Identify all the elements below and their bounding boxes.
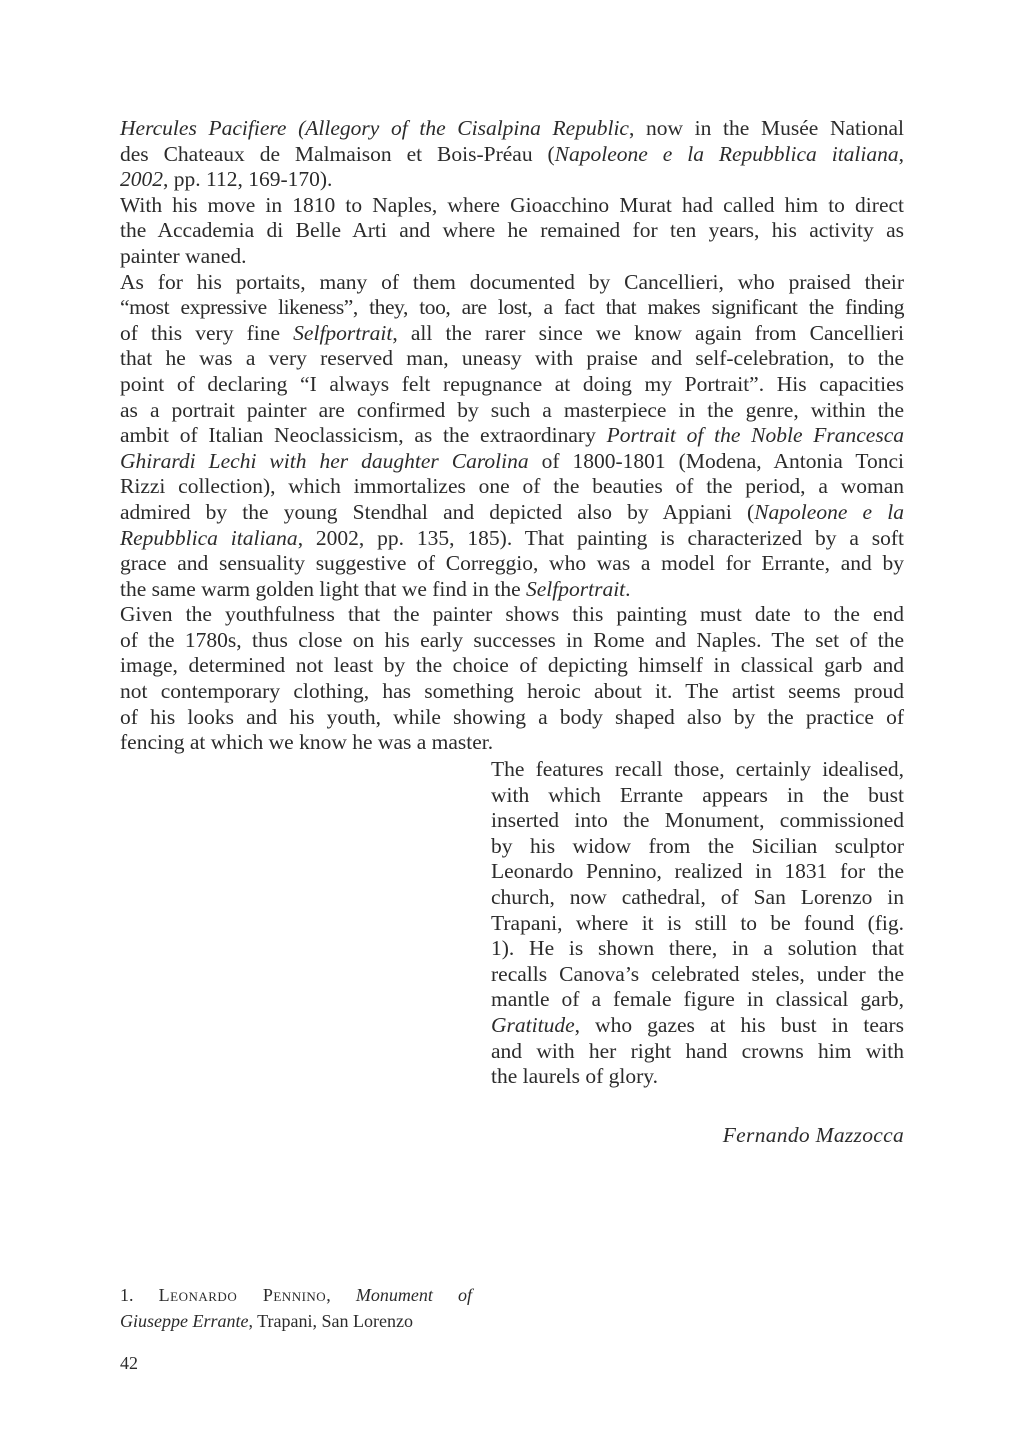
text-line: fencing at which we know he was a master. bbox=[120, 730, 494, 755]
text-line: of his looks and his youth, while showing a body shaped also by the practice of bbox=[120, 704, 904, 729]
text-span: , bbox=[898, 141, 904, 166]
text-line bbox=[120, 116, 904, 142]
text-line: the Accademia di Belle Arti and where he remained for ten years, his activity as bbox=[120, 218, 904, 243]
text-span: admired by the young Stendhal and depicted also by Appiani ( bbox=[120, 499, 755, 524]
text-line bbox=[120, 142, 904, 168]
page-number: 42 bbox=[120, 1353, 138, 1373]
paragraph-3 bbox=[120, 270, 904, 603]
italic-title: Repubblica italiana bbox=[120, 525, 298, 550]
text-line bbox=[120, 423, 904, 449]
text-line bbox=[120, 321, 904, 347]
paragraph-1 bbox=[120, 116, 904, 193]
text-line: that he was a very reserved man, uneasy with praise and self-celebration, to the bbox=[120, 346, 904, 371]
text-line: recalls Canova’s celebrated steles, under the bbox=[491, 961, 904, 986]
caption-title: Giuseppe Errante bbox=[120, 1310, 249, 1331]
text-line bbox=[120, 526, 904, 552]
text-span: , now in the Musée National bbox=[628, 116, 904, 140]
text-line: painter waned. bbox=[120, 243, 247, 268]
text-line bbox=[120, 449, 904, 475]
figure-placeholder bbox=[120, 760, 460, 1260]
text-span: , pp. 112, 169-170). bbox=[163, 167, 333, 192]
paragraph-2 bbox=[120, 193, 904, 270]
text-line: Given the youthfulness that the painter shows this painting must date to the end bbox=[120, 602, 904, 627]
text-line bbox=[120, 500, 904, 526]
text-span: of 1800-1801 (Modena, Antonia Tonci bbox=[528, 448, 904, 473]
caption-author: Leonardo Pennino bbox=[158, 1285, 327, 1305]
text-line: grace and sensuality suggestive of Correggio, who was a model for Errante, and by bbox=[120, 551, 904, 576]
text-line: image, determined not least by the choice of depicting himself in classical garb and bbox=[120, 653, 904, 678]
text-line: mantle of a female figure in classical garb, bbox=[491, 987, 904, 1012]
italic-title: Selfportrait bbox=[293, 320, 393, 345]
text-line: with which Errante appears in the bust bbox=[491, 782, 904, 807]
text-line: the laurels of glory. bbox=[491, 1064, 658, 1089]
paragraph-5 bbox=[491, 757, 904, 1090]
text-span: . bbox=[625, 576, 631, 601]
main-text-column bbox=[120, 116, 904, 756]
italic-title: Gratitude bbox=[491, 1012, 575, 1037]
text-line: “most expressive likeness”, they, too, are lost, a fact that makes significant the finding bbox=[120, 295, 904, 320]
caption-title: Monument of bbox=[355, 1285, 472, 1305]
text-line bbox=[120, 167, 904, 193]
text-line: Leonardo Pennino, realized in 1831 for the bbox=[491, 859, 904, 884]
text-line: of the 1780s, thus close on his early successes in Rome and Naples. The set of the bbox=[120, 627, 904, 652]
caption-line bbox=[120, 1309, 472, 1335]
italic-title: Napoleone e la bbox=[754, 499, 904, 524]
text-line: With his move in 1810 to Naples, where Gioacchino Murat had called him to direct bbox=[120, 192, 904, 217]
text-line: inserted into the Monument, commissioned bbox=[491, 808, 904, 833]
text-line: church, now cathedral, of San Lorenzo in bbox=[491, 884, 904, 909]
italic-title: Portrait of the Noble Francesca bbox=[606, 423, 904, 448]
text-line: Rizzi collection), which immortalizes one of the beauties of the period, a woman bbox=[120, 474, 904, 499]
figure-caption bbox=[120, 1283, 472, 1334]
caption-location: , Trapani, San Lorenzo bbox=[248, 1310, 413, 1331]
text-line: and with her right hand crowns him with bbox=[491, 1038, 904, 1063]
text-line: point of declaring “I always felt repugnance at doing my Portrait”. His capacities bbox=[120, 371, 904, 396]
paragraph-4 bbox=[120, 602, 904, 756]
text-line: 1). He is shown there, in a solution that bbox=[491, 936, 904, 961]
text-span: ambit of Italian Neoclassicism, as the extraordinary bbox=[120, 423, 607, 448]
text-line: The features recall those, certainly idealised, bbox=[491, 757, 904, 781]
text-span: of this very fine bbox=[120, 320, 294, 345]
text-span: , all the rarer since we know again from Cancellieri bbox=[392, 320, 904, 345]
italic-title: Hercules Pacifiere (Allegory of the Cisalpina Republic bbox=[120, 116, 629, 140]
text-line: by his widow from the Sicilian sculptor bbox=[491, 833, 904, 858]
caption-number: 1. bbox=[120, 1285, 159, 1305]
italic-title: Selfportrait bbox=[526, 576, 626, 601]
text-line: Trapani, where it is still to be found (fig. bbox=[491, 910, 904, 935]
text-span: , 2002, pp. 135, 185). That painting is characterized by a soft bbox=[297, 525, 904, 550]
text-line bbox=[491, 1013, 904, 1039]
italic-title: Napoleone e la Repubblica italiana bbox=[554, 141, 899, 166]
caption-line bbox=[120, 1283, 472, 1309]
text-span: des Chateaux de Malmaison et Bois-Préau ( bbox=[120, 141, 555, 166]
text-span: the same warm golden light that we find in the bbox=[120, 576, 527, 601]
italic-title: Ghirardi Lechi with her daughter Carolina bbox=[120, 448, 529, 473]
text-span: , who gazes at his bust in tears bbox=[574, 1012, 904, 1037]
text-line: not contemporary clothing, has something heroic about it. The artist seems proud bbox=[120, 679, 904, 704]
text-line: As for his portaits, many of them documented by Cancellieri, who praised their bbox=[120, 269, 904, 294]
text-line bbox=[120, 577, 904, 603]
author-signature: Fernando Mazzocca bbox=[722, 1123, 904, 1147]
text-line: as a portrait painter are confirmed by such a masterpiece in the genre, within the bbox=[120, 397, 904, 422]
italic-year: 2002 bbox=[120, 167, 163, 192]
text-span: , bbox=[326, 1285, 356, 1305]
right-text-column bbox=[491, 757, 904, 1090]
